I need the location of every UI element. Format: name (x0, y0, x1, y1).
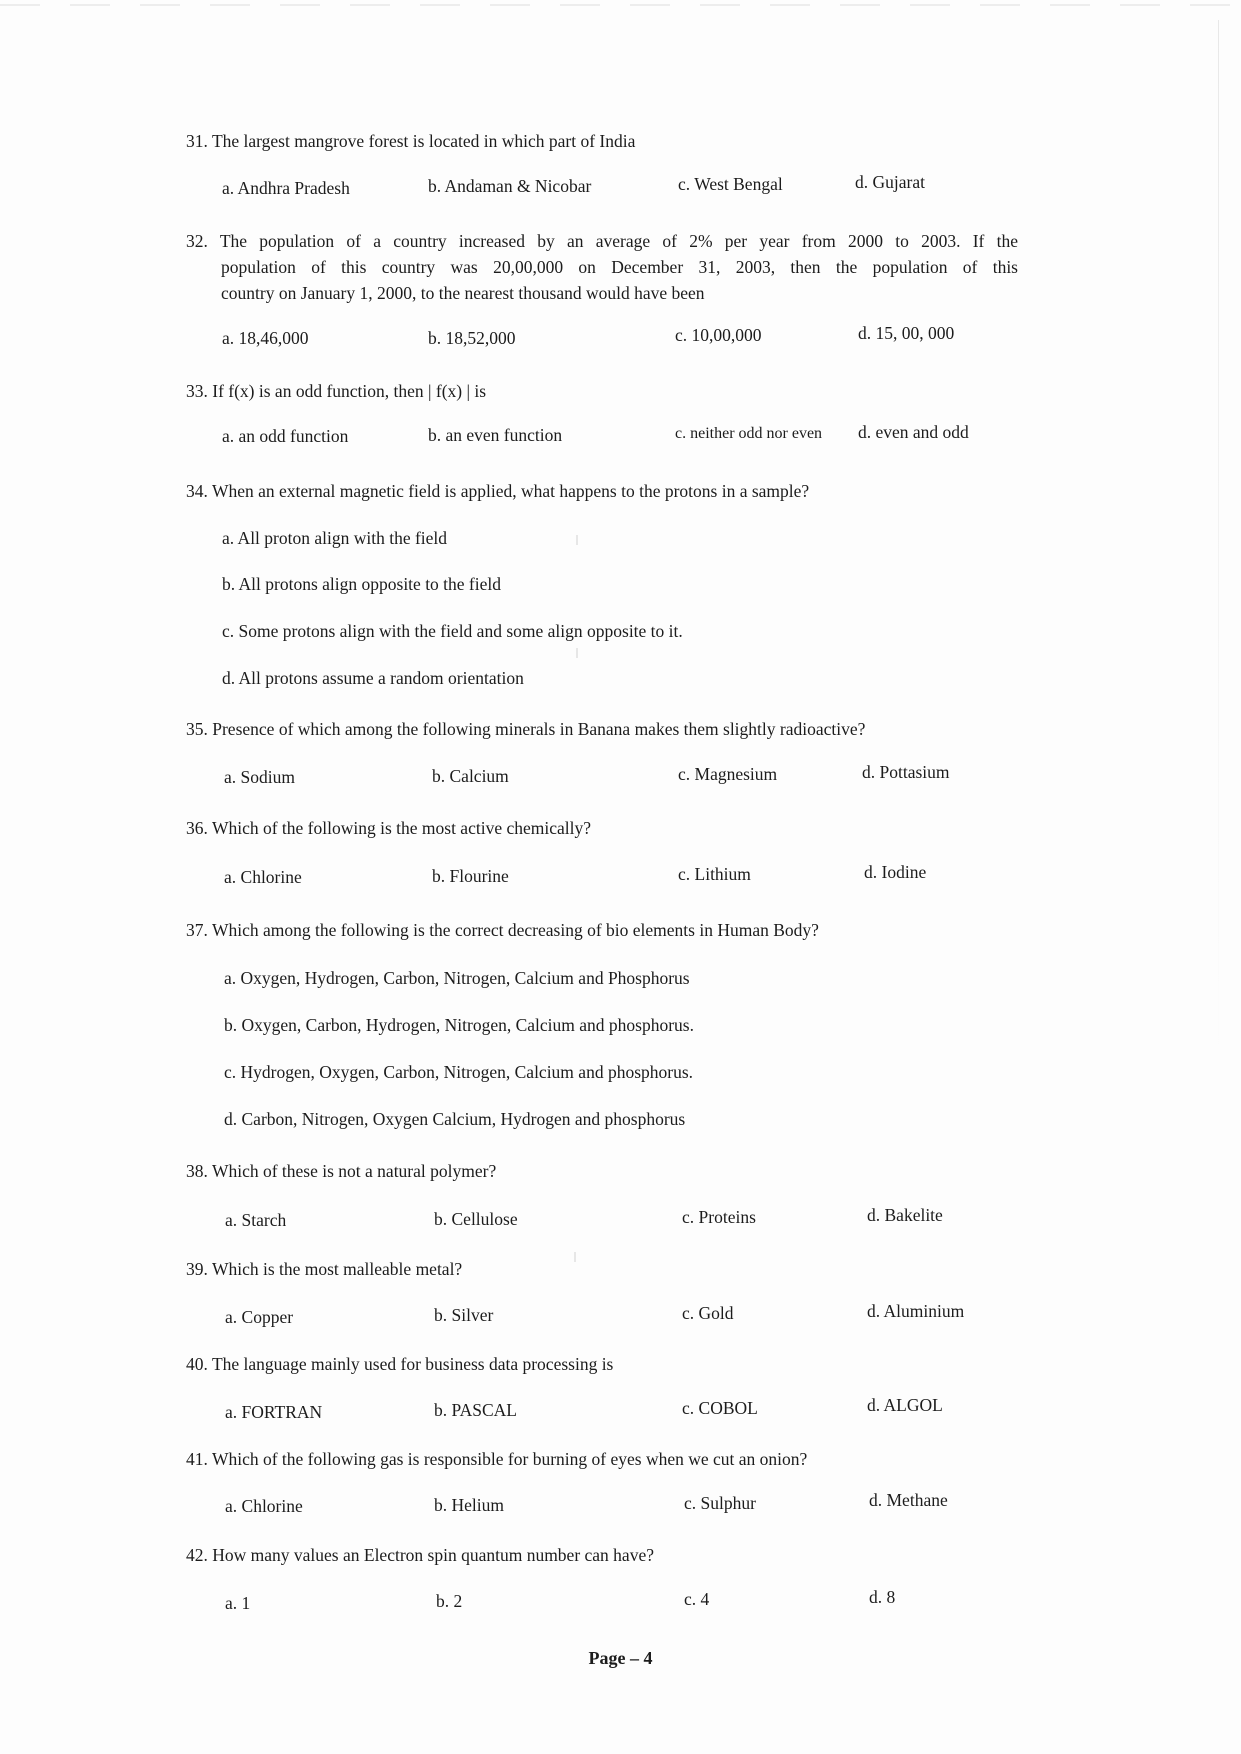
option-39-b: b. Silver (434, 1305, 494, 1325)
option-42-c: c. 4 (684, 1589, 710, 1609)
option-36-b: b. Flourine (432, 866, 509, 886)
scan-edge-right (1218, 20, 1219, 1754)
question-number: 34. (186, 481, 208, 501)
option-31-a: a. Andhra Pradesh (222, 178, 350, 198)
option-35-d: d. Pottasium (862, 762, 950, 782)
option-36-c: c. Lithium (678, 864, 751, 884)
option-32-d: d. 15, 00, 000 (858, 323, 955, 343)
option-35-c: c. Magnesium (678, 764, 778, 784)
question-text-line-3: country on January 1, 2000, to the nearest thousand would have been (221, 283, 705, 303)
option-36-d: d. Iodine (864, 862, 927, 882)
scan-speck (576, 535, 578, 545)
question-34 (186, 478, 1026, 504)
page-number: Page – 4 (588, 1648, 653, 1668)
question-41 (186, 1446, 1026, 1472)
option-34-a: a. All proton align with the field (222, 528, 448, 548)
option-33-d: d. even and odd (858, 422, 969, 442)
question-number: 31. (186, 131, 208, 151)
option-34-d: d. All protons assume a random orientation (222, 668, 524, 688)
question-37 (186, 917, 1026, 943)
option-31-d: d. Gujarat (855, 172, 925, 192)
question-number: 38. (186, 1161, 208, 1181)
question-39 (186, 1256, 1026, 1282)
option-38-d: d. Bakelite (867, 1205, 943, 1225)
option-37-d: d. Carbon, Nitrogen, Oxygen Calcium, Hydrogen and phosphorus (224, 1109, 686, 1129)
option-42-d: d. 8 (869, 1587, 896, 1607)
question-42 (186, 1542, 1026, 1568)
question-text: Which of these is not a natural polymer? (211, 1161, 497, 1181)
question-40 (186, 1351, 1026, 1377)
option-39-a: a. Copper (225, 1307, 294, 1327)
question-35 (186, 716, 1026, 742)
option-35-b: b. Calcium (432, 766, 509, 786)
option-39-d: d. Aluminium (867, 1301, 965, 1321)
option-31-b: b. Andaman & Nicobar (428, 176, 592, 196)
question-number: 40. (186, 1354, 208, 1374)
option-38-a: a. Starch (225, 1210, 287, 1230)
option-41-c: c. Sulphur (684, 1493, 756, 1513)
question-38 (186, 1158, 1026, 1184)
question-text: Which of the following gas is responsible for burning of eyes when we cut an onion? (211, 1449, 808, 1469)
option-35-a: a. Sodium (224, 767, 295, 787)
question-number: 36. (186, 818, 208, 838)
question-text: Which of the following is the most active chemically? (211, 818, 591, 838)
option-32-b: b. 18,52,000 (428, 328, 516, 348)
question-33 (186, 378, 1026, 404)
question-number: 33. (186, 381, 208, 401)
option-42-a: a. 1 (225, 1593, 251, 1613)
question-text: The largest mangrove forest is located in which part of India (211, 131, 636, 151)
question-text: Which is the most malleable metal? (211, 1259, 463, 1279)
question-text: How many values an Electron spin quantum number can have? (212, 1545, 654, 1565)
question-text: If f(x) is an odd function, then | f(x) | is (212, 381, 487, 401)
option-38-c: c. Proteins (682, 1207, 756, 1227)
question-36 (186, 815, 1026, 841)
option-32-a: a. 18,46,000 (222, 328, 309, 348)
option-42-b: b. 2 (436, 1591, 463, 1611)
option-31-c: c. West Bengal (678, 174, 783, 194)
question-32 (186, 228, 1018, 306)
question-number: 37. (186, 920, 208, 940)
option-34-b: b. All protons align opposite to the field (222, 574, 502, 594)
option-33-b: b. an even function (428, 425, 563, 445)
option-41-b: b. Helium (434, 1495, 504, 1515)
option-34-c: c. Some protons align with the field and some align opposite to it. (222, 621, 683, 641)
option-38-b: b. Cellulose (434, 1209, 518, 1229)
question-number: 41. (186, 1449, 208, 1469)
question-number: 42. (186, 1545, 208, 1565)
option-37-b: b. Oxygen, Carbon, Hydrogen, Nitrogen, Calcium and phosphorus. (224, 1015, 694, 1035)
question-31 (186, 128, 1026, 154)
question-number: 39. (186, 1259, 208, 1279)
option-40-a: a. FORTRAN (225, 1402, 323, 1422)
question-number: 32. (186, 231, 208, 251)
scan-edge-top (0, 4, 1241, 6)
question-text: Which among the following is the correct decreasing of bio elements in Human Body? (211, 920, 819, 940)
scan-speck (576, 648, 578, 658)
option-41-a: a. Chlorine (225, 1496, 303, 1516)
question-text: The language mainly used for business data processing is (211, 1354, 614, 1374)
question-text-line-1: The population of a country increased by an average of 2% per year from 2000 to 2003. If the (219, 231, 1019, 251)
option-37-c: c. Hydrogen, Oxygen, Carbon, Nitrogen, Calcium and phosphorus. (224, 1062, 694, 1082)
question-text: When an external magnetic field is applied, what happens to the protons in a sample? (211, 481, 810, 501)
option-41-d: d. Methane (869, 1490, 948, 1510)
option-40-d: d. ALGOL (867, 1395, 943, 1415)
option-32-c: c. 10,00,000 (675, 325, 762, 345)
question-text: Presence of which among the following minerals in Banana makes them slightly radioactive? (212, 719, 866, 739)
question-text-line-2: population of this country was 20,00,000 on December 31, 2003, then the population of this (221, 257, 1018, 277)
option-40-c: c. COBOL (682, 1398, 758, 1418)
option-36-a: a. Chlorine (224, 867, 302, 887)
option-33-a: a. an odd function (222, 426, 349, 446)
option-39-c: c. Gold (682, 1303, 734, 1323)
question-number: 35. (186, 719, 208, 739)
option-37-a: a. Oxygen, Hydrogen, Carbon, Nitrogen, Calcium and Phosphorus (224, 968, 690, 988)
option-33-c: c. neither odd nor even (675, 425, 823, 442)
scan-speck (574, 1252, 576, 1262)
option-40-b: b. PASCAL (434, 1400, 517, 1420)
